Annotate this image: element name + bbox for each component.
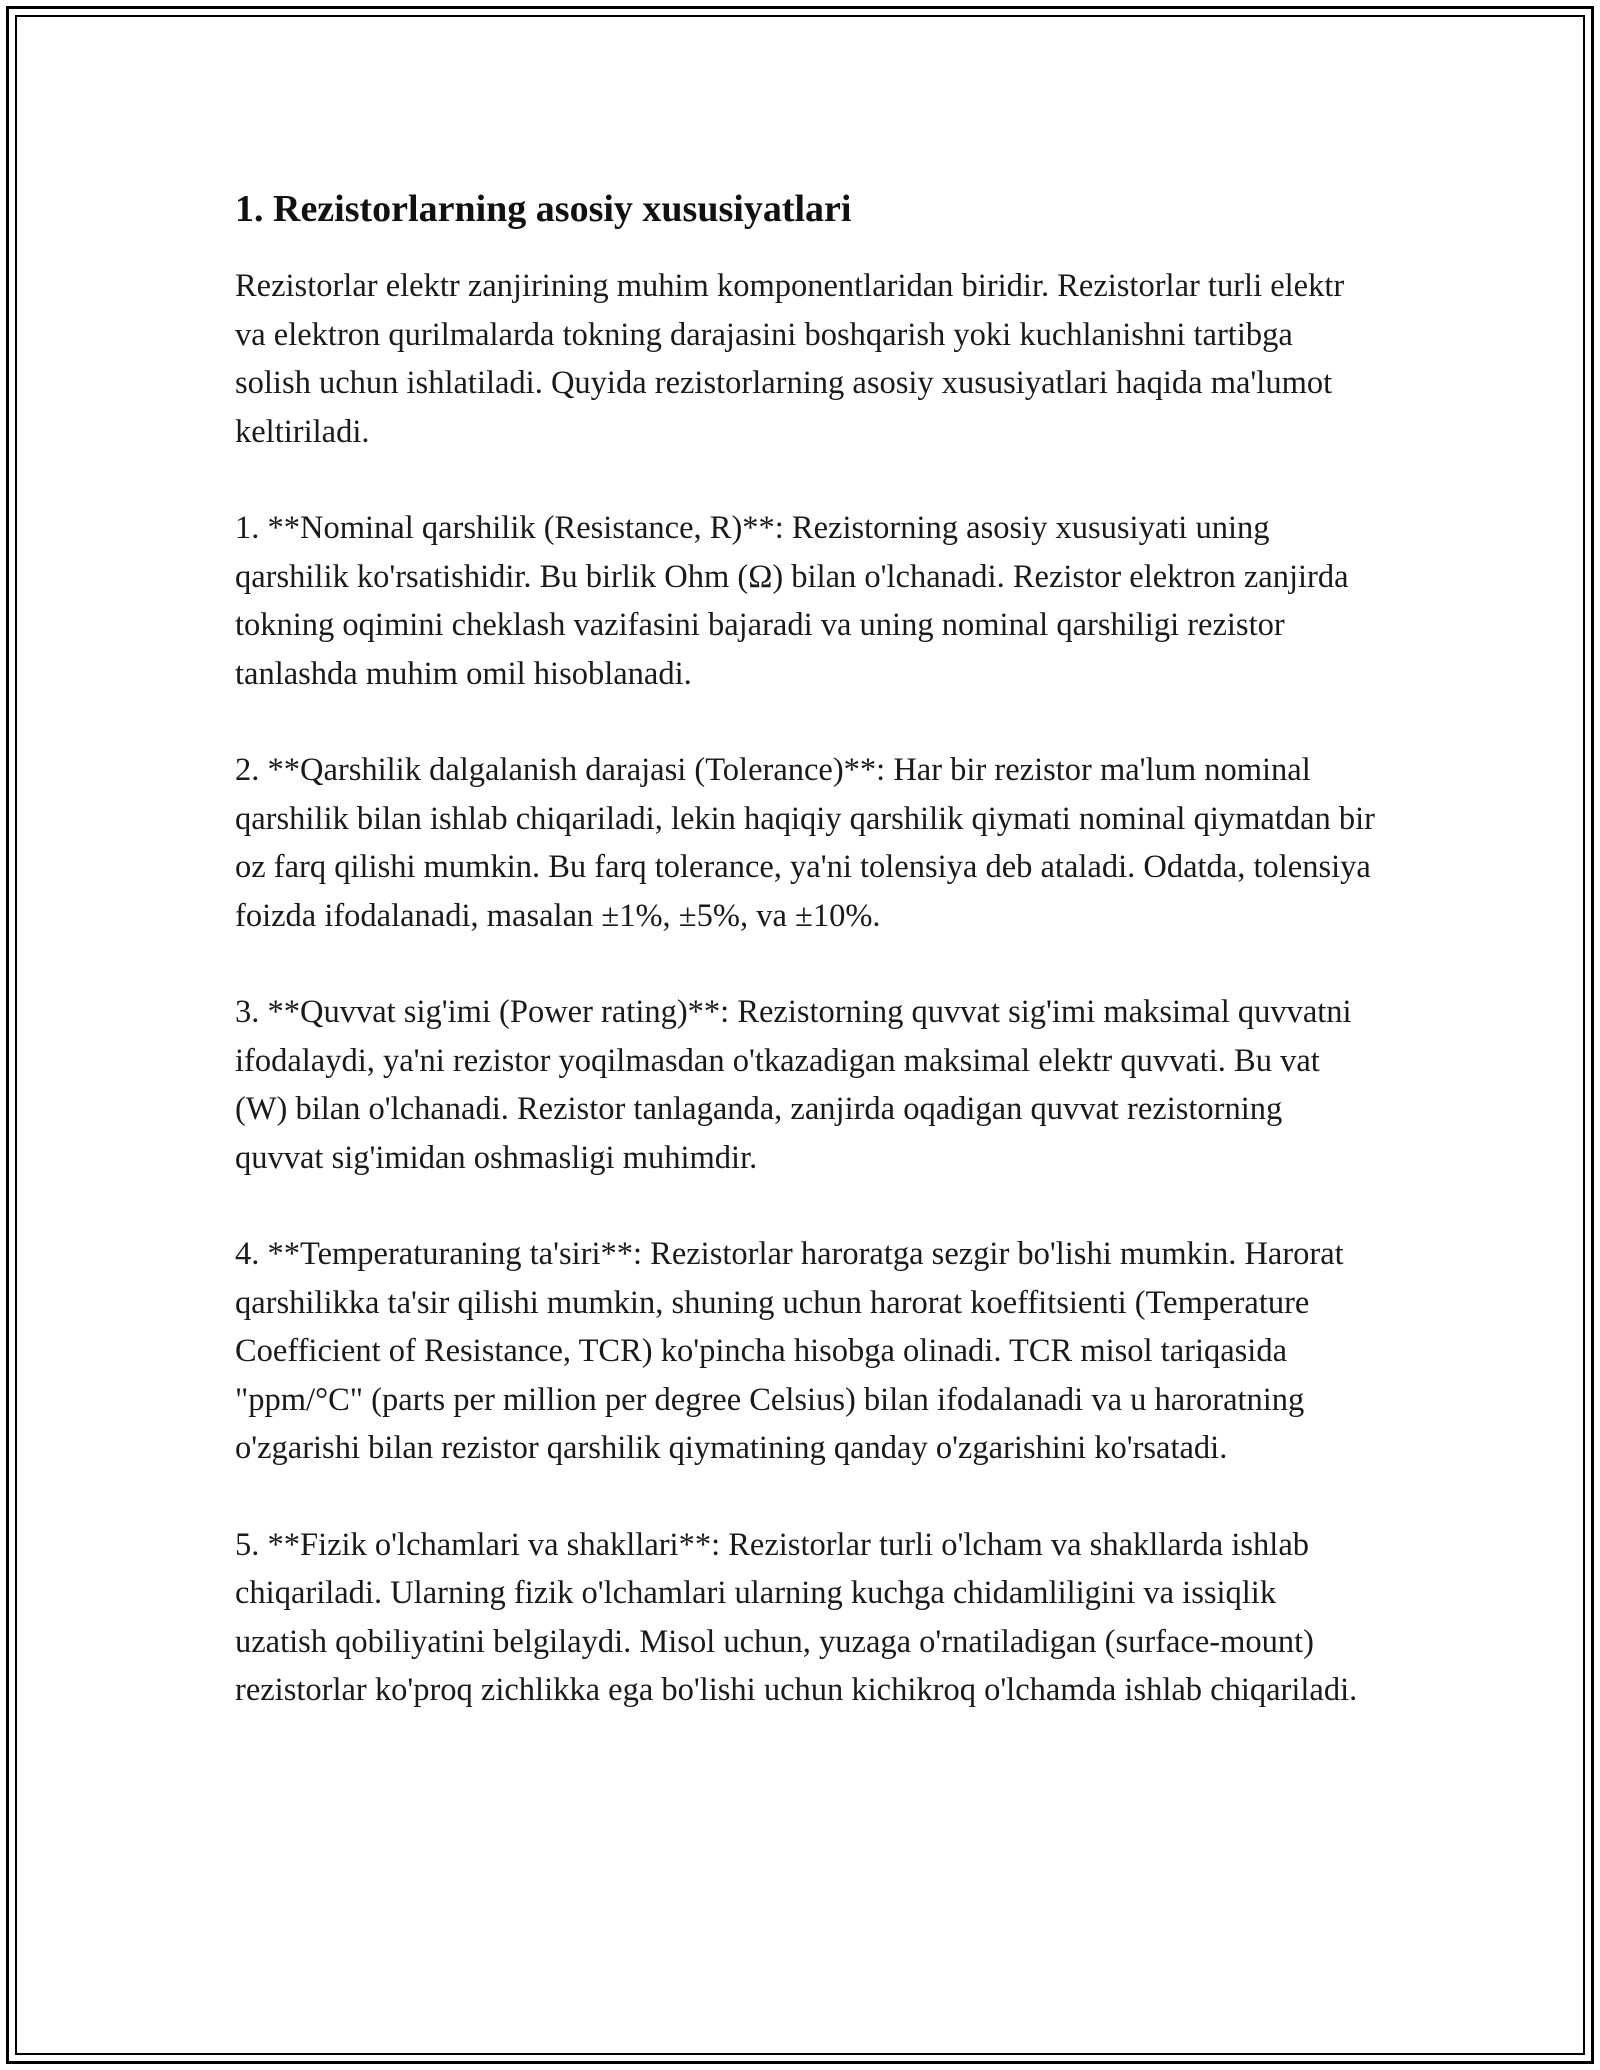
paragraph-temperature-effect: 4. **Temperaturaning ta'siri**: Rezistorlar haroratga sezgir bo'lishi mumkin. Harorat qarshilikka ta'sir qilishi mumkin, shuning uchun harorat koeffitsienti (Temperature Coefficient of Resistance, TCR) ko'pincha hisobga olinadi. TCR misol tariqasida "ppm/°C" (parts per million per degree Celsius) bilan ifodalanadi va u haroratning o'zgarishi bilan rezistor qarshilik qiymatining qanday o'zgarishini ko'rsatadi. (235, 1236, 1344, 1467)
paragraph-physical-size: 5. **Fizik o'lchamlari va shakllari**: Rezistorlar turli o'lcham va shakllarda ishlab chiqariladi. Ularning fizik o'lchamlari ularning kuchga chidamliligini va issiqlik uzatish qobiliyatini belgilaydi. Misol uchun, yuzaga o'rnatiladigan (surface-mount) rezistorlar ko'proq zichlikka ega bo'lishi uchun kichikroq o'lchamda ishlab chiqariladi. (235, 1526, 1358, 1709)
intro-paragraph: Rezistorlar elektr zanjirining muhim komponentlaridan biridir. Rezistorlar turli elektr va elektron qurilmalarda tokning darajasini boshqarish yoki kuchlanishni tartibga solish uchun ishlatiladi. Quyida rezistorlarning asosiy xususiyatlari haqida ma'lumot keltiriladi. (235, 268, 1345, 450)
paragraph-nominal-resistance: 1. **Nominal qarshilik (Resistance, R)**: Rezistorning asosiy xususiyati uning qarshilik ko'rsatishidir. Bu birlik Ohm (Ω) bilan o'lchanadi. Rezistor elektron zanjirda tokning oqimini cheklash vazifasini bajaradi va uning nominal qarshiligi rezistor tanlashda muhim omil hisoblanadi. (235, 510, 1349, 692)
document-body (235, 185, 1375, 1715)
section-heading: 1. Rezistorlarning asosiy xususiyatlari (235, 188, 852, 230)
paragraph-power-rating: 3. **Quvvat sig'imi (Power rating)**: Rezistorning quvvat sig'imi maksimal quvvatni ifodalaydi, ya'ni rezistor yoqilmasdan o'tkazadigan maksimal elektr quvvati. Bu vat (W) bilan o'lchanadi. Rezistor tanlaganda, zanjirda oqadigan quvvat rezistorning quvvat sig'imidan oshmasligi muhimdir. (235, 994, 1352, 1176)
paragraph-tolerance: 2. **Qarshilik dalgalanish darajasi (Tolerance)**: Har bir rezistor ma'lum nominal qarshilik bilan ishlab chiqariladi, lekin haqiqiy qarshilik qiymati nominal qiymatdan bir oz farq qilishi mumkin. Bu farq tolerance, ya'ni tolensiya deb ataladi. Odatda, tolensiya foizda ifodalanadi, masalan ±1%, ±5%, va ±10%. (235, 752, 1375, 934)
